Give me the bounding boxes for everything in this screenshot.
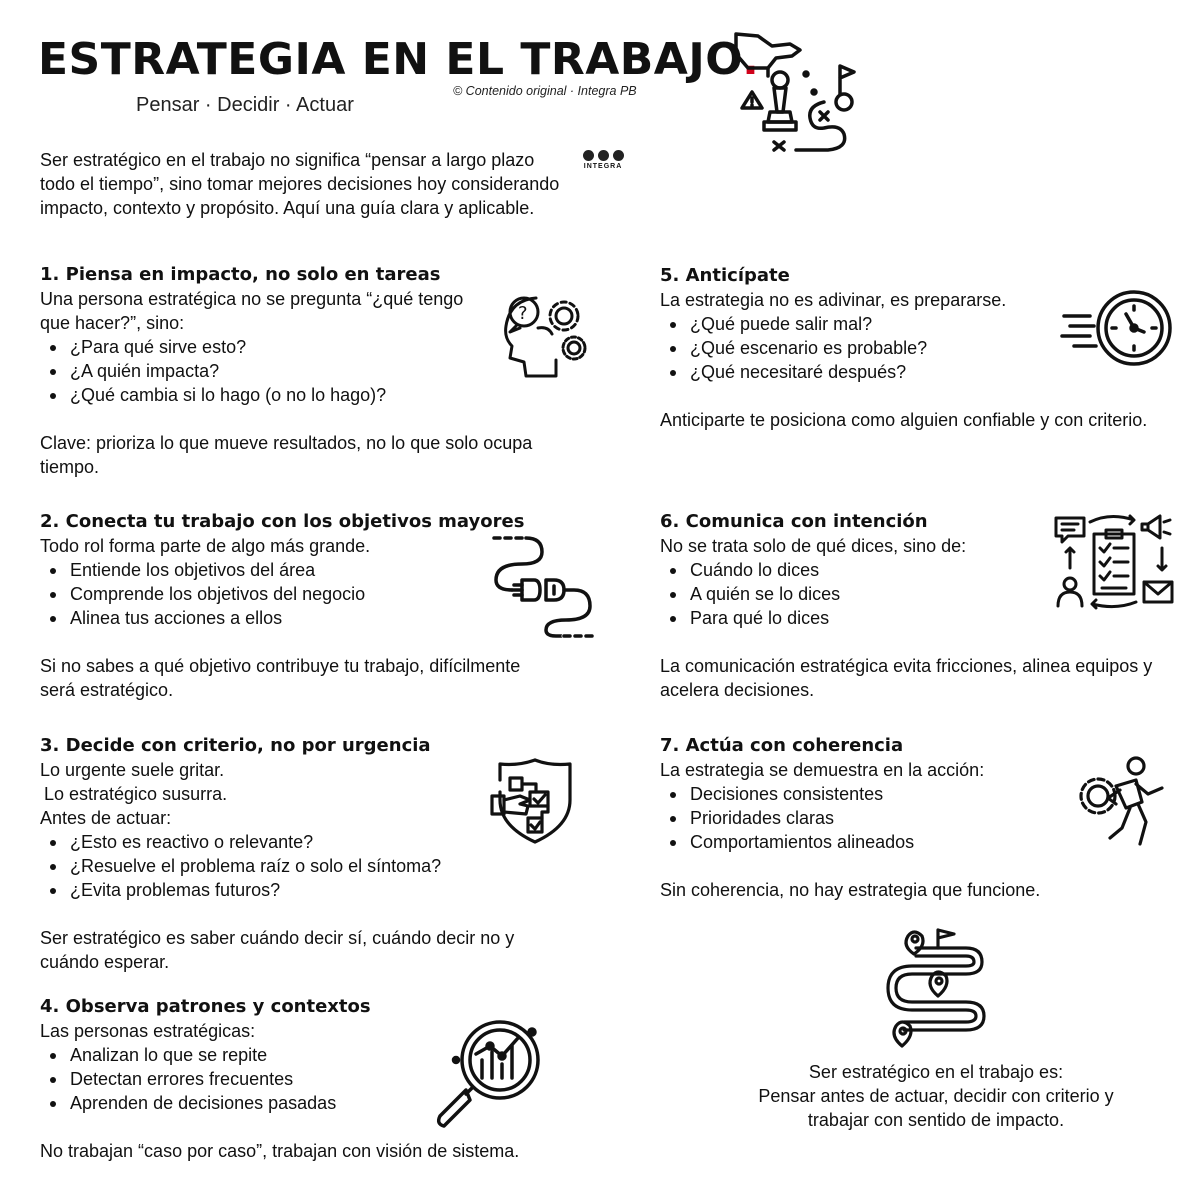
roadmap-pins-icon <box>886 924 992 1052</box>
list-item: Comportamientos alineados <box>690 830 1180 854</box>
list-item: ¿Qué puede salir mal? <box>690 312 1180 336</box>
list-item: Comprende los objetivos del negocio <box>70 582 560 606</box>
section-impacto <box>40 263 560 479</box>
list-item: ¿Qué cambia si lo hago (o no lo hago)? <box>70 383 560 407</box>
section-closing: No trabajan “caso por caso”, trabajan con visión de sistema. <box>40 1141 520 1161</box>
section-lead: La estrategia no es adivinar, es prepararse. <box>660 290 1007 310</box>
list-item: ¿A quién impacta? <box>70 359 560 383</box>
magnifier-chart-icon <box>432 1016 548 1132</box>
list-item: ¿Qué escenario es probable? <box>690 336 1180 360</box>
section-heading: 6. Comunica con intención <box>660 511 928 532</box>
section-closing: La comunicación estratégica evita fricciones, alinea equipos y acelera decisiones. <box>660 656 1153 700</box>
section-heading: 5. Anticípate <box>660 265 790 286</box>
list-item: ¿Evita problemas futuros? <box>70 878 560 902</box>
closing-statement <box>736 1060 1136 1132</box>
section-lead: Todo rol forma parte de algo más grande. <box>40 536 371 556</box>
fast-clock-icon <box>1060 286 1176 370</box>
section-lead: Una persona estratégica no se pregunta “¿qué tengo que hacer?”, sino: <box>40 289 464 333</box>
section-heading: 1. Piensa en impacto, no solo en tareas <box>40 264 441 285</box>
section-heading: 7. Actúa con coherencia <box>660 735 904 756</box>
section-bullets <box>40 558 560 630</box>
section-lead: Lo estratégico susurra. <box>44 784 228 804</box>
list-item: Aprenden de decisiones pasadas <box>70 1091 560 1115</box>
list-item: A quién se lo dices <box>690 582 1185 606</box>
list-item: Cuándo lo dices <box>690 558 1185 582</box>
section-heading: 4. Observa patrones y contextos <box>40 996 371 1017</box>
shield-decision-icon <box>490 756 580 846</box>
section-lead: Lo urgente suele gritar. <box>40 760 225 780</box>
section-lead: Antes de actuar: <box>40 808 172 828</box>
logo-word: INTEGRA <box>583 163 623 170</box>
svg-text:?: ? <box>518 303 528 324</box>
page-title <box>38 34 759 86</box>
section-closing: Anticiparte te posiciona como alguien confiable y con criterio. <box>660 410 1148 430</box>
section-bullets <box>40 335 560 407</box>
section-closing: Si no sabes a qué objetivo contribuye tu trabajo, difícilmente será estratégico. <box>40 656 521 700</box>
closing-line: Ser estratégico en el trabajo es: <box>808 1062 1064 1082</box>
section-bullets <box>40 830 560 902</box>
section-heading: 3. Decide con criterio, no por urgencia <box>40 735 431 756</box>
integra-logo <box>575 150 631 170</box>
list-item: ¿Para qué sirve esto? <box>70 335 560 359</box>
list-item: Entiende los objetivos del área <box>70 558 560 582</box>
title-text: ESTRATEGIA EN EL TRABAJO <box>38 34 743 85</box>
page-subtitle: Pensar · Decidir · Actuar <box>136 94 354 116</box>
communication-cycle-icon <box>1052 510 1174 610</box>
list-item: Detectan errores frecuentes <box>70 1067 560 1091</box>
list-item: Decisiones consistentes <box>690 782 1180 806</box>
plug-connection-icon <box>490 528 600 640</box>
list-item: Alinea tus acciones a ellos <box>70 606 560 630</box>
section-lead: No se trata solo de qué dices, sino de: <box>660 536 967 556</box>
section-heading: 2. Conecta tu trabajo con los objetivos mayores <box>40 511 525 532</box>
list-item: ¿Resuelve el problema raíz o solo el síntoma? <box>70 854 560 878</box>
section-criterio <box>40 734 560 974</box>
section-objetivos <box>40 510 560 702</box>
section-lead: La estrategia se demuestra en la acción: <box>660 760 985 780</box>
section-closing: Clave: prioriza lo que mueve resultados, no lo que solo ocupa tiempo. <box>40 433 533 477</box>
closing-line: trabajar con sentido de impacto. <box>807 1110 1065 1130</box>
copyright-note: © Contenido original · Integra PB <box>453 84 637 98</box>
list-item: Para qué lo dices <box>690 606 1185 630</box>
chess-strategy-icon <box>728 30 860 162</box>
list-item: Analizan lo que se repite <box>70 1043 560 1067</box>
brain-question-gears-icon <box>496 286 592 382</box>
list-item: Prioridades claras <box>690 806 1180 830</box>
section-closing: Ser estratégico es saber cuándo decir sí, cuándo decir no y cuándo esperar. <box>40 928 515 972</box>
section-closing: Sin coherencia, no hay estrategia que funcione. <box>660 880 1041 900</box>
title-dot: . <box>742 34 760 85</box>
section-lead: Las personas estratégicas: <box>40 1021 256 1041</box>
intro-paragraph: Ser estratégico en el trabajo no significa “pensar a largo plazo todo el tiempo”, sino tomar mejores decisiones hoy considerando impacto, contexto y propósito. Aquí una guía clara y aplicable. <box>40 150 560 218</box>
list-item: ¿Qué necesitaré después? <box>690 360 1180 384</box>
person-gear-icon <box>1076 754 1172 850</box>
closing-line: Pensar antes de actuar, decidir con criterio y <box>758 1086 1114 1106</box>
list-item: ¿Esto es reactivo o relevante? <box>70 830 560 854</box>
